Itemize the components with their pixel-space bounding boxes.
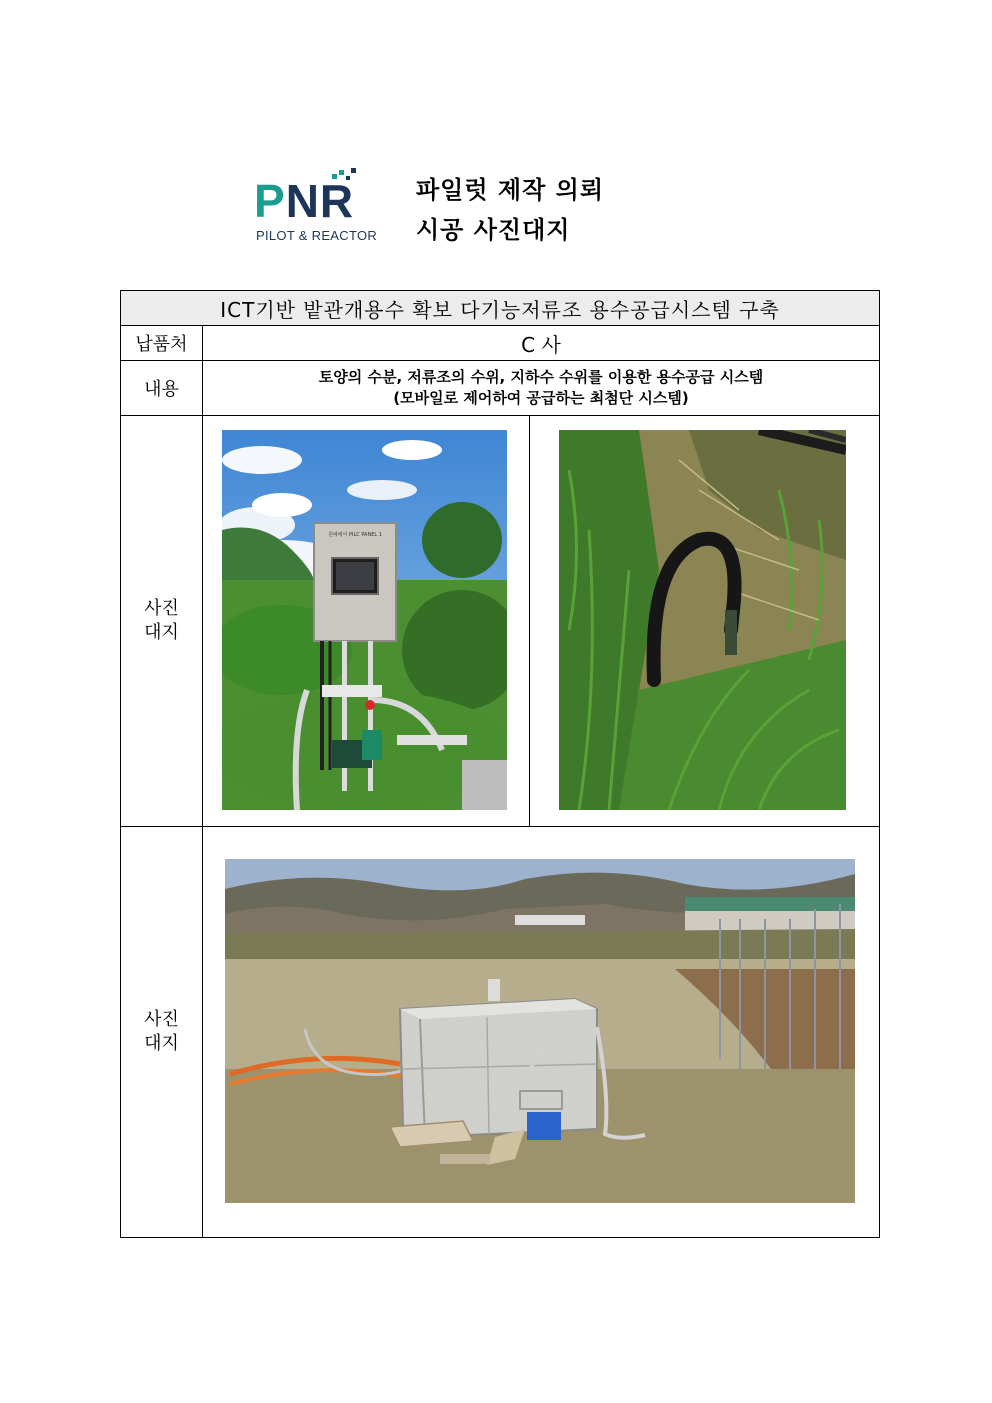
photo-control-panel xyxy=(222,430,507,810)
logo-wordmark xyxy=(254,175,355,227)
document-title xyxy=(416,170,604,250)
photo-row-1 xyxy=(121,416,880,827)
client-label: 납품처 xyxy=(121,326,203,361)
content-line-1: 토양의 수분, 저류조의 수위, 지하수 수위를 이용한 용수공급 시스템 xyxy=(318,368,764,386)
photo-label-1-line-b: 대지 xyxy=(144,622,179,643)
logo-wordmark-text: PNR xyxy=(254,175,355,227)
project-title-row xyxy=(121,291,880,326)
photo-storage-tank xyxy=(225,859,855,1203)
client-value: C 사 xyxy=(203,326,880,361)
title-line-1: 파일럿 제작 의뢰 xyxy=(416,176,604,204)
document-header xyxy=(254,166,674,246)
photo-label-2 xyxy=(121,827,203,1238)
photo-row-2 xyxy=(121,827,880,1238)
company-logo xyxy=(254,166,389,244)
photo-sensor-in-soil xyxy=(559,430,846,810)
photo-report-table xyxy=(120,290,880,1238)
photo-label-2-line-b: 대지 xyxy=(144,1033,179,1054)
photo-label-2-line-a: 사진 xyxy=(144,1009,179,1030)
photo-cell-storage-tank xyxy=(203,827,880,1238)
photo-cell-sensor xyxy=(530,416,880,827)
photo-label-1-line-a: 사진 xyxy=(144,598,179,619)
content-label: 내용 xyxy=(121,361,203,416)
logo-tagline: PILOT & REACTOR xyxy=(256,228,378,243)
content-row xyxy=(121,361,880,416)
title-line-2: 시공 사진대지 xyxy=(416,216,571,244)
photo-cell-control-panel xyxy=(203,416,530,827)
content-line-2: (모바일로 제어하여 공급하는 최첨단 시스템) xyxy=(393,389,689,407)
panel-sign: 원예에어 PILC PANEL 1 xyxy=(328,532,382,538)
photo-label-1 xyxy=(121,416,203,827)
project-title: ICT기반 밭관개용수 확보 다기능저류조 용수공급시스템 구축 xyxy=(121,291,880,326)
content-description xyxy=(203,361,880,416)
client-row xyxy=(121,326,880,361)
